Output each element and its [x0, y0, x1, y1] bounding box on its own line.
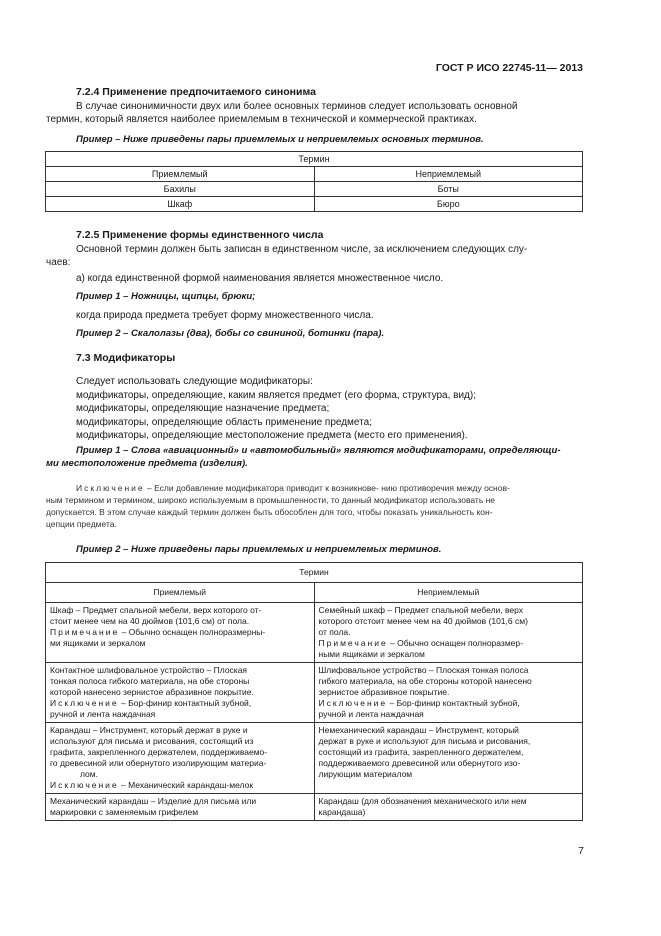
table-cell: Боты	[314, 182, 583, 197]
list-item: модификаторы, определяющие назначение предмета;	[76, 403, 330, 414]
example-text: Пример 1 – Ножницы, щипцы, брюки;	[76, 291, 256, 302]
cell-line: лом.	[80, 769, 98, 779]
column-header: Приемлемый	[46, 583, 315, 603]
paragraph-line: чаев:	[46, 257, 71, 268]
exception-label: Исключение	[50, 698, 119, 708]
cell-line: ными ящиками и зеркалом	[318, 649, 425, 659]
cell-line: которой нанесено зернистое абразивное покрытие.	[50, 687, 254, 697]
exception-label: Исключение	[50, 780, 119, 790]
table-cell	[314, 603, 583, 663]
cell-line: Карандаш – Инструмент, который держат в руке и	[50, 725, 248, 735]
exception-line: цепции предмета.	[46, 519, 117, 529]
cell-line: стоит менее чем на 40 дюймов (101,6 см) от пола.	[50, 616, 250, 626]
cell-line: карандаша)	[318, 807, 366, 817]
table-cell	[314, 794, 583, 821]
cell-line: держат в руке и используют для письма и рисования,	[318, 736, 531, 746]
table-cell: Бахилы	[46, 182, 315, 197]
cell-line: которого отстоит менее чем на 40 дюймов (101,6 см)	[318, 616, 528, 626]
example-line: Пример 1 – Слова «авиационный» и «автомобильный» являются модификаторами, определяющи-	[76, 445, 561, 456]
paragraph-line: Основной термин должен быть записан в единственном числе, за исключением следующих слу-	[76, 243, 528, 255]
terms-table-2	[45, 562, 583, 821]
table-row	[46, 182, 583, 197]
exception-line: ным термином и термином, широко используемым в промышленности, то данный модификатор использовать не	[46, 495, 496, 505]
cell-line: – Бор-финир контактный зубной,	[387, 698, 520, 708]
cell-line: Шлифовальное устройство – Плоская тонкая полоса	[318, 665, 529, 675]
cell-line: Семейный шкаф – Предмет спальной мебели, верх	[318, 605, 524, 615]
cell-line: Шкаф – Предмет спальной мебели, верх которого от-	[50, 605, 262, 615]
table-cell	[314, 723, 583, 794]
table-cell	[46, 794, 315, 821]
list-item: а) когда единственной формой наименования является множественное число.	[76, 272, 444, 284]
table-cell	[314, 663, 583, 723]
document-header: ГОСТ Р ИСО 22745-11— 2013	[435, 62, 583, 74]
cell-line: маркировки с заменяемым грифелем	[50, 807, 199, 817]
example-text: Пример 2 – Скалолазы (два), бобы со свининой, ботинки (пара).	[76, 328, 385, 339]
list-item: модификаторы, определяющие, каким является предмет (его форма, структура, вид);	[76, 389, 476, 401]
column-header: Приемлемый	[46, 167, 315, 182]
table-cell	[46, 723, 315, 794]
cell-line: ручной и лента наждачная	[318, 709, 424, 719]
table-caption: Термин	[46, 563, 583, 583]
cell-line: поддерживаемого древесиной или обернутого изо-	[318, 758, 521, 768]
table-cell	[46, 603, 315, 663]
cell-line: – Обычно оснащен полноразмерны-	[119, 627, 266, 637]
cell-line: графита, закрепленного держателем, поддерживаемо-	[50, 747, 268, 757]
section-7-2-4	[46, 86, 584, 127]
table-caption: Термин	[46, 152, 583, 167]
note-label: Примечание	[50, 627, 120, 637]
example-line: ми местоположение предмета (изделия).	[46, 457, 248, 469]
exception-label: Исключение	[76, 483, 145, 493]
table-row	[46, 794, 583, 821]
paragraph-line: термин, который является наиболее приемлемым в технической и коммерческой практиках.	[46, 114, 477, 125]
cell-line: го древесиной или обернутого изолирующим материа-	[50, 758, 267, 768]
table-cell: Бюро	[314, 197, 583, 212]
note-label: Примечание	[318, 638, 388, 648]
section-title: 7.3 Модификаторы	[76, 352, 176, 364]
paragraph-line: когда природа предмета требует форму множественного числа.	[76, 310, 374, 321]
table-row	[46, 663, 583, 723]
cell-line: Немеханический карандаш – Инструмент, который	[318, 725, 519, 735]
cell-line: используют для письма и рисования, состоящий из	[50, 736, 254, 746]
cell-line: тонкая полоса гибкого материала, на обе стороны	[50, 676, 250, 686]
page-number: 7	[578, 845, 584, 857]
cell-line: ми ящиками и зеркалом	[50, 638, 146, 648]
cell-line: Карандаш (для обозначения механического или нем	[318, 796, 527, 806]
example-text	[46, 445, 584, 470]
example-text: Пример – Ниже приведены пары приемлемых и неприемлемых основных терминов.	[76, 134, 484, 145]
exception-line: допускается. В этом случае каждый термин должен быть обособлен для того, чтобы показать уникальность кон-	[46, 507, 493, 517]
table-row	[46, 197, 583, 212]
cell-line: Механический карандаш – Изделие для письма или	[50, 796, 257, 806]
table-row	[46, 723, 583, 794]
cell-line: ручной и лента наждачная	[50, 709, 156, 719]
exception-note	[46, 482, 584, 530]
cell-line: от пола.	[318, 627, 351, 637]
cell-line: Контактное шлифовальное устройство – Плоская	[50, 665, 248, 675]
list-item: модификаторы, определяющие область применение предмета;	[76, 416, 372, 428]
cell-line: – Механический карандаш-мелок	[118, 780, 254, 790]
terms-table-1	[45, 151, 583, 212]
cell-line: зернистое абразивное покрытие.	[318, 687, 450, 697]
exception-line: – Если добавление модификатора приводит к возникнове- нию противоречия между основ-	[144, 483, 510, 493]
column-header: Неприемлемый	[314, 583, 583, 603]
paragraph-line: В случае синонимичности двух или более основных терминов следует использовать основной	[76, 100, 518, 112]
exception-label: Исключение	[318, 698, 388, 708]
table-row	[46, 603, 583, 663]
example-text: Пример 2 – Ниже приведены пары приемлемых и неприемлемых терминов.	[76, 544, 442, 555]
cell-line: – Бор-финир контактный зубной,	[118, 698, 252, 708]
section-title: 7.2.5 Применение формы единственного числа	[76, 229, 324, 241]
column-header: Неприемлемый	[314, 167, 583, 182]
section-title: 7.2.4 Применение предпочитаемого синонима	[76, 86, 316, 98]
table-cell	[46, 663, 315, 723]
cell-line: состоящий из графита, закрепленного держателем,	[318, 747, 524, 757]
section-7-2-5	[46, 229, 584, 285]
cell-line: – Обычно оснащен полноразмер-	[387, 638, 523, 648]
modifiers-list	[76, 375, 584, 443]
table-cell: Шкаф	[46, 197, 315, 212]
cell-line: гибкого материала, на обе стороны которой нанесено	[318, 676, 532, 686]
list-item: Следует использовать следующие модификаторы:	[76, 376, 313, 387]
cell-line: лирующим материалом	[318, 769, 413, 779]
list-item: модификаторы, определяющие местоположение предмета (место его применения).	[76, 430, 468, 441]
